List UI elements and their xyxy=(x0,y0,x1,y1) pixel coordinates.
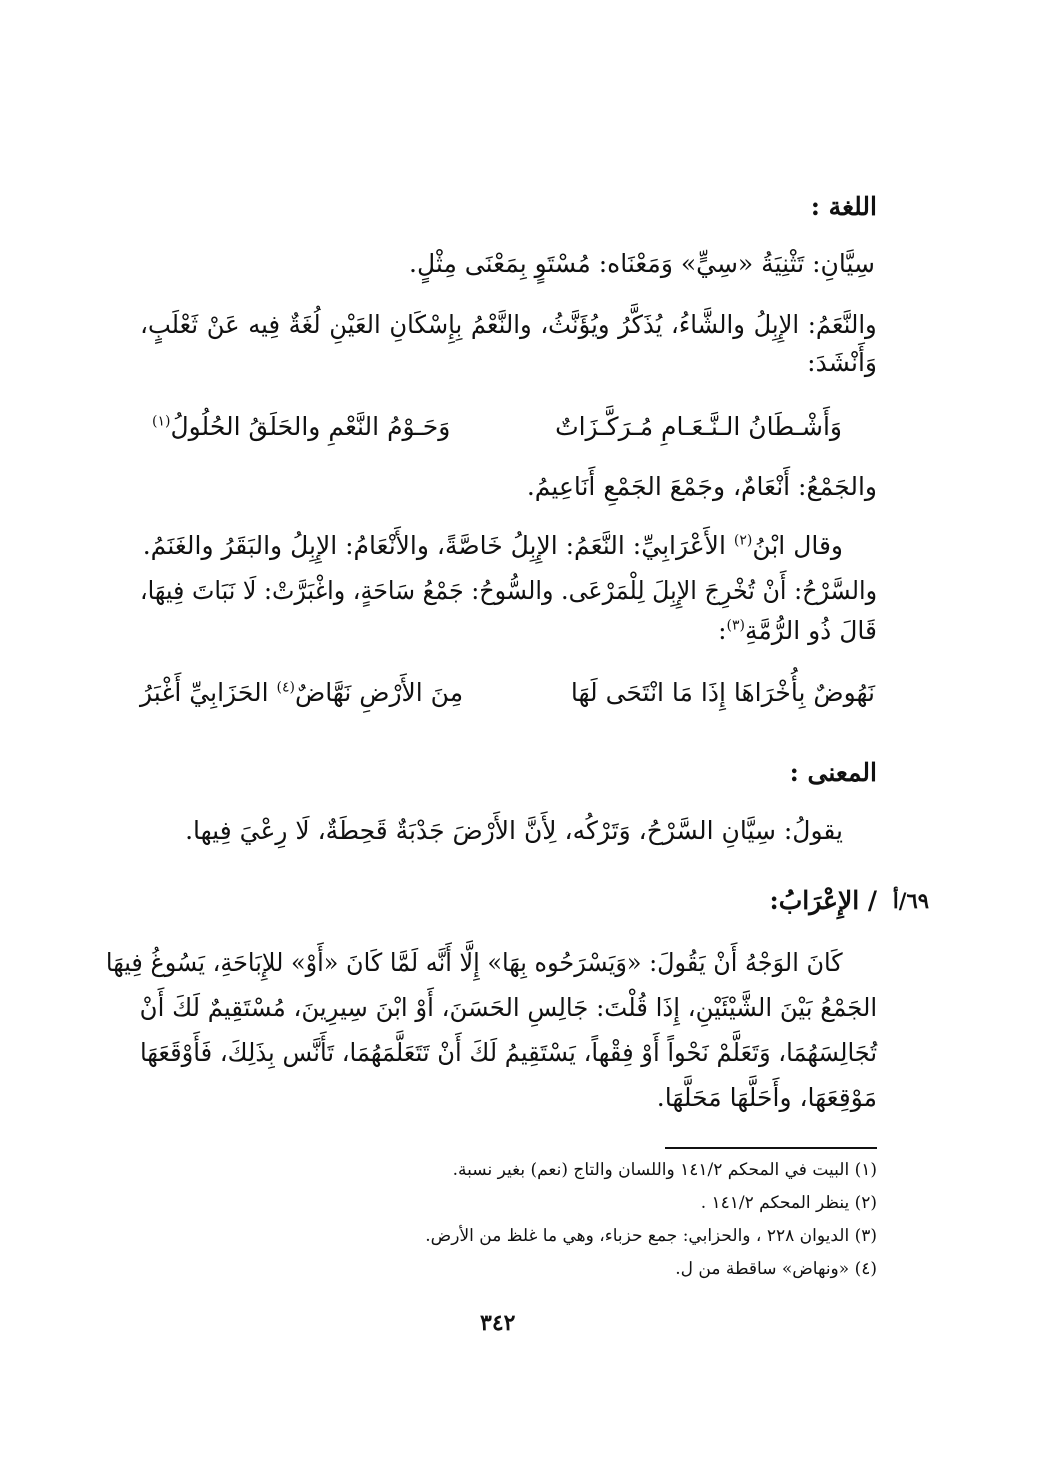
manuscript-folio-ref: ٦٩/أ xyxy=(892,888,929,913)
verse-2-second-end: الحَزَابِيِّ أَغْبَرُ xyxy=(140,678,269,707)
lugha-line-7-text: قَالَ ذُو الرُّمَّةِ xyxy=(745,616,877,645)
verse-2-first-hemistich: نَهُوضٌ بِأُخْرَاهَا إِذَا مَا انْتَحَى لَهَا xyxy=(570,678,875,707)
lugha-line-7-colon: : xyxy=(718,616,727,645)
lugha-line-2: والنَّعَمُ: الإِبِلُ والشَّاءُ، يُذَكَّرُ ويُؤَنَّثُ، والنَّعْمُ بِإِسْكَانِ العَيْنِ لُغَةٌ فِيه عَنْ ثَعْلَبٍ، xyxy=(140,310,877,339)
section-heading-lugha: اللغة : xyxy=(810,192,877,221)
footnote-ref-4: (٤) xyxy=(276,679,295,696)
lugha-line-3: وَأَنْشَدَ: xyxy=(807,348,877,377)
footnote-3: (٣) الديوان ٢٢٨ ، والحزابي: جمع حزباء، وهي ما غلظ من الأرض. xyxy=(425,1226,877,1246)
verse-1-first-hemistich: وَأَشْـطَانُ الـنَّـعَـامِ مُـرَكَّـزَاتٌ xyxy=(555,412,842,441)
irab-line-4: مَوْقِعَهَا، وأَحَلَّهَا مَحَلَّهَا. xyxy=(656,1083,877,1112)
lugha-line-6: والسَّرْحُ: أَنْ تُخْرِجَ الإِبِلَ لِلْمَرْعَى. والسُّوحُ: جَمْعُ سَاحَةٍ، واغْبَرَّتْ: لَا نَبَاتَ فِيهَا، xyxy=(139,576,877,605)
irab-line-1: كَانَ الوَجْهُ أَنْ يَقُولَ: «وَيَسْرَحُوه بِهَا» إِلَّا أَنَّه لَمَّا كَانَ «أَوْ» للإِبَاحَةِ، يَسُوغُ فِيهَا xyxy=(106,948,843,977)
lugha-line-5-end: الأَعْرَابِيِّ: النَّعَمُ: الإِبِلُ خَاصَّةً، والأَنْعَامُ: الإِبِلُ والبَقَرُ والغَنَمُ. xyxy=(142,531,726,560)
lugha-line-5 xyxy=(143,533,843,558)
footnote-1: (١) البيت في المحكم ١٤١/٢ واللسان والتاج (نعم) بغير نسبة. xyxy=(452,1160,877,1180)
lugha-line-7 xyxy=(718,618,877,643)
footnote-ref-1: (١) xyxy=(152,413,171,430)
lugha-line-5-start: وقال ابْنُ xyxy=(752,531,843,560)
footnote-separator xyxy=(665,1147,877,1149)
irab-line-3: تُجَالِسَهُمَا، وَتَعَلَّمْ نَحْواً أَوْ فِقْهاً، يَسْتَقِيمُ لَكَ أَنْ تَتَعَلَّمَهُمَا، تَأَنَّس بِذَلِكَ، فَأَوْقَعَهَا xyxy=(139,1038,877,1067)
lugha-line-1: سِيَّانِ: تَثْنِيَةُ «سِيٍّ» وَمَعْنَاه: مُسْتَوٍ بِمَعْنَى مِثْلٍ. xyxy=(409,249,875,278)
verse-1-second-hemistich xyxy=(152,412,450,441)
section-heading-irab: / الإِعْرَابُ: xyxy=(769,886,877,915)
section-heading-maana: المعنى : xyxy=(789,758,877,787)
verse-2-second-start: مِنَ الأَرْضِ نَهَّاضٌ xyxy=(294,678,464,707)
footnote-4: (٤) «ونهاض» ساقطة من ل. xyxy=(675,1259,877,1279)
footnote-ref-3: (٣) xyxy=(726,617,746,634)
lugha-line-4: والجَمْعُ: أَنْعَامٌ، وجَمْعَ الجَمْعِ أَنَاعِيمُ. xyxy=(526,472,877,501)
irab-line-2: الجَمْعُ بَيْنَ الشَّيْئَيْنِ، إِذَا قُلْتَ: جَالِسِ الحَسَنَ، أَوْ ابْنَ سِيرِينَ، مُسْتَقِيمٌ لَكَ أَنْ xyxy=(139,993,877,1022)
verse-1-second-text: وَحَـوْمُ النَّعْمِ والحَلَقُ الحُلُولُ xyxy=(170,412,451,441)
verse-2-second-hemistich xyxy=(140,678,463,707)
maana-line-1: يقولُ: سِيَّانِ السَّرْحُ، وَتَرْكُه، لِأَنَّ الأَرْضَ جَدْبَةٌ قَحِطَةٌ، لَا رِعْيَ فِيها. xyxy=(185,816,843,845)
footnote-ref-2: (٢) xyxy=(733,532,753,549)
page-number: ٣٤٢ xyxy=(480,1310,516,1336)
footnote-2: (٢) ينظر المحكم ١٤١/٢ . xyxy=(700,1193,877,1213)
